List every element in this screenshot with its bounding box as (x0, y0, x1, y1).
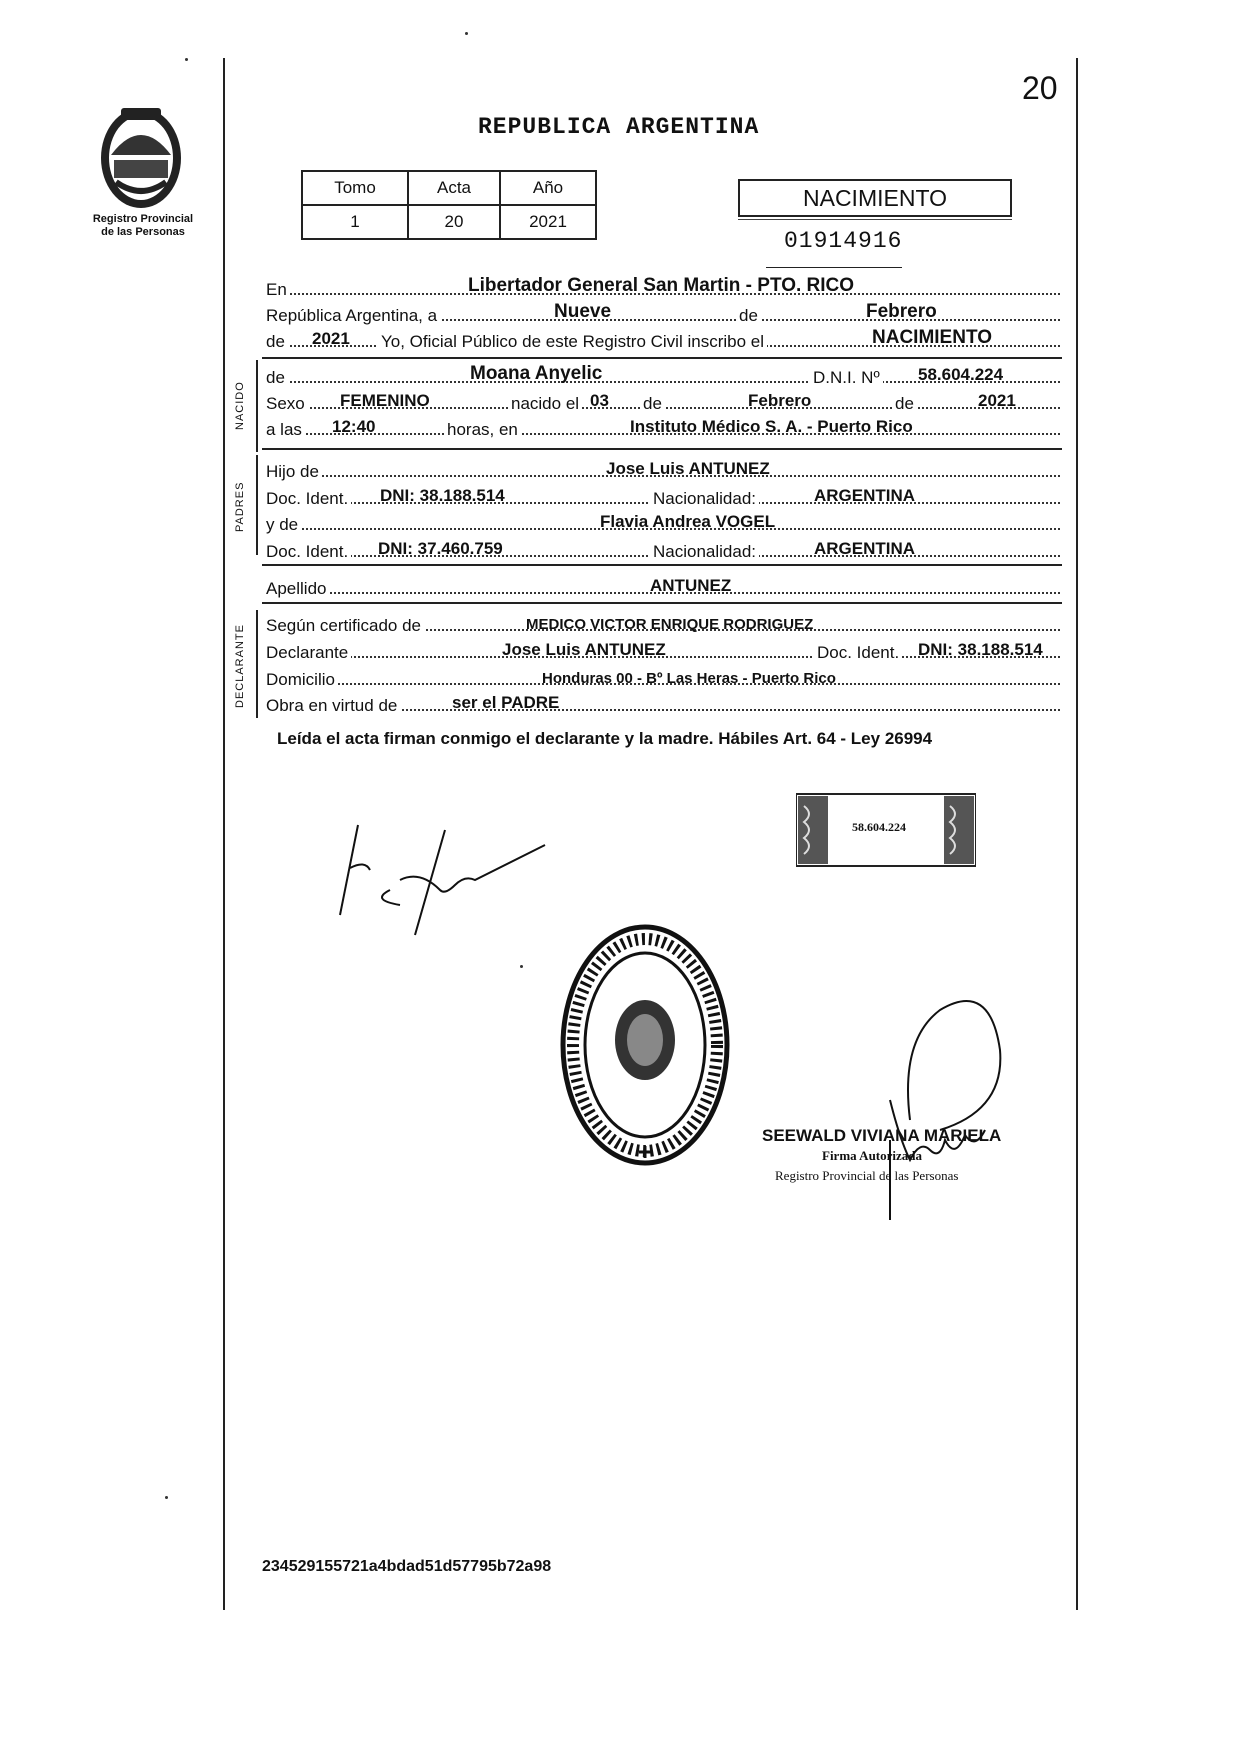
row-obra (266, 692, 1060, 714)
value-father-doc: DNI: 38.188.514 (380, 486, 505, 505)
value-mother-nationality: ARGENTINA (814, 539, 916, 558)
row-nacido-name (266, 364, 1060, 386)
row-declarante (266, 639, 1060, 661)
label-de-birth-year: de (892, 394, 917, 414)
label-en: En (266, 280, 290, 300)
logo-caption (72, 213, 214, 239)
value-mother-name: Flavia Andrea VOGEL (600, 512, 776, 531)
value-declarante-name: Jose Luis ANTUNEZ (502, 640, 666, 659)
closing-text: Leída el acta firman conmigo el declarante y la madre. Hábiles Art. 64 - Ley 26994 (277, 729, 933, 748)
value-obra: ser el PADRE (452, 693, 560, 712)
value-birth-month: Febrero (748, 391, 812, 410)
value-child-dni: 58.604.224 (918, 365, 1004, 384)
official-seal (555, 920, 735, 1170)
row-father-doc (266, 485, 1060, 507)
value-address: Honduras 00 - Bº Las Heras - Puerto Rico (542, 670, 836, 687)
row-place (266, 276, 1060, 298)
page-number: 20 (1022, 70, 1058, 106)
row-father-name (266, 458, 1060, 480)
scan-speck (165, 1496, 168, 1499)
value-birth-year: 2021 (978, 391, 1016, 410)
value-month: Febrero (866, 301, 937, 322)
declarant-signature (330, 820, 550, 940)
right-margin-line (1076, 58, 1078, 1610)
label-declarante: Declarante (266, 643, 351, 663)
serial-number: 01914916 (784, 228, 903, 254)
scan-speck (465, 32, 468, 35)
section-divider (262, 448, 1062, 450)
row-year (266, 328, 1060, 350)
official-role: Firma Autorizada (822, 1148, 923, 1163)
row-date (266, 302, 1060, 324)
act-type-box: NACIMIENTO (738, 179, 1012, 217)
row-apellido (266, 575, 1060, 597)
padres-bracket (256, 455, 258, 555)
declarante-bracket (256, 610, 258, 718)
label-domicilio: Domicilio (266, 670, 338, 690)
label-obra: Obra en virtud de (266, 696, 400, 716)
logo-caption-line2: de las Personas (101, 226, 185, 238)
value-mother-doc: DNI: 37.460.759 (378, 539, 503, 558)
registry-value-tomo: 1 (302, 205, 408, 239)
value-birth-time: 12:40 (332, 417, 376, 436)
value-year: 2021 (312, 329, 350, 348)
serial-underline (766, 267, 902, 268)
section-divider (262, 357, 1062, 359)
label-father-doc: Doc. Ident. (266, 489, 351, 509)
label-mother-nationality: Nacionalidad: (650, 542, 759, 562)
document-title: REPUBLICA ARGENTINA (478, 114, 760, 140)
registry-value-row (302, 205, 596, 239)
label-nacido-el: nacido el (508, 394, 582, 414)
label-father-nationality: Nacionalidad: (650, 489, 759, 509)
value-birth-place: Instituto Médico S. A. - Puerto Rico (630, 417, 913, 436)
label-sexo: Sexo (266, 394, 308, 414)
label-republica: República Argentina, a (266, 306, 440, 326)
label-a-las: a las (266, 420, 305, 440)
logo-caption-line1: Registro Provincial (92, 213, 194, 225)
registry-value-acta: 20 (408, 205, 500, 239)
label-de-year: de (266, 332, 288, 352)
scan-speck (185, 58, 188, 61)
label-de-birth-month: de (640, 394, 665, 414)
value-place: Libertador General San Martin - PTO. RICO (468, 275, 855, 296)
official-office: Registro Provincial de las Personas (775, 1168, 959, 1183)
official-name: SEEWALD VIVIANA MARIELA (762, 1126, 1002, 1145)
value-certificate: MEDICO VICTOR ENRIQUE RODRIGUEZ (526, 616, 814, 633)
row-domicilio (266, 666, 1060, 688)
scan-speck (520, 965, 523, 968)
label-oficial: Yo, Oficial Público de este Registro Civil inscribo el (378, 332, 767, 352)
row-certificado (266, 612, 1060, 634)
row-mother-name (266, 511, 1060, 533)
section-label-nacido: NACIDO (234, 381, 246, 430)
value-sex: FEMENINO (340, 391, 430, 410)
value-apellido: ANTUNEZ (650, 576, 732, 595)
label-apellido: Apellido (266, 579, 330, 599)
value-day: Nueve (554, 301, 612, 322)
row-nacido-time (266, 416, 1060, 438)
registry-header-row (302, 171, 596, 205)
registry-header-tomo: Tomo (302, 171, 408, 205)
act-type-underline (738, 219, 1012, 220)
label-mother-doc: Doc. Ident. (266, 542, 351, 562)
section-label-declarante: DECLARANTE (234, 624, 246, 708)
value-father-name: Jose Luis ANTUNEZ (606, 459, 770, 478)
registry-header-acta: Acta (408, 171, 500, 205)
value-child-name: Moana Anyelic (470, 363, 603, 384)
label-certificado: Según certificado de (266, 616, 424, 636)
label-de-name: de (266, 368, 288, 388)
label-de-month: de (736, 306, 761, 326)
row-nacido-sex (266, 390, 1060, 412)
value-father-nationality: ARGENTINA (814, 486, 916, 505)
label-declarante-doc: Doc. Ident. (814, 643, 902, 663)
value-declarante-doc: DNI: 38.188.514 (918, 640, 1043, 659)
row-mother-doc (266, 538, 1060, 560)
label-dni: D.N.I. Nº (810, 368, 883, 388)
section-label-padres: PADRES (234, 481, 246, 532)
section-divider (262, 564, 1062, 566)
section-divider (262, 602, 1062, 604)
label-hijo-de: Hijo de (266, 462, 322, 482)
stamp-dni: 58.604.224 (852, 820, 906, 834)
registry-table (301, 170, 597, 240)
registry-header-anio: Año (500, 171, 596, 205)
value-act-kind: NACIMIENTO (872, 327, 992, 348)
label-y-de: y de (266, 515, 301, 535)
document-hash: 234529155721a4bdad51d57795b72a98 (262, 1558, 552, 1575)
nacido-bracket (256, 360, 258, 452)
left-margin-line (223, 58, 225, 1610)
label-horas: horas, en (444, 420, 521, 440)
registry-value-anio: 2021 (500, 205, 596, 239)
value-birth-day: 03 (590, 391, 609, 410)
